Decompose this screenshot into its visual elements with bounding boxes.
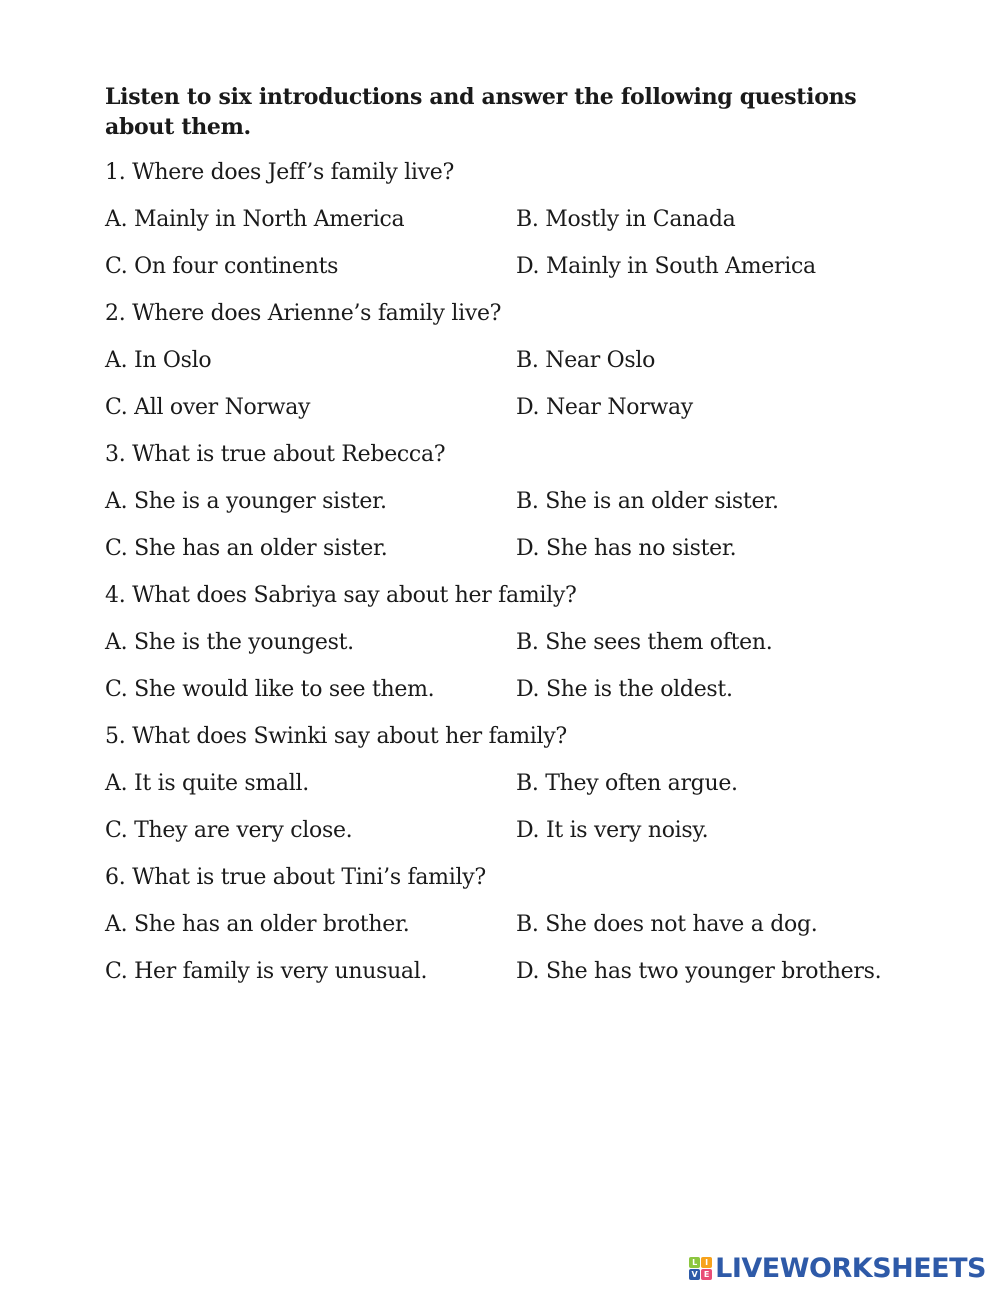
option-1d[interactable]: D. Mainly in South America — [516, 254, 816, 279]
question-6: 6. What is true about Tini’s family? — [105, 865, 486, 890]
option-4a[interactable]: A. She is the youngest. — [105, 630, 354, 655]
option-3d[interactable]: D. She has no sister. — [516, 536, 737, 561]
option-1c[interactable]: C. On four continents — [105, 254, 339, 279]
options-row — [105, 346, 925, 393]
option-1b[interactable]: B. Mostly in Canada — [516, 207, 736, 232]
options-row — [105, 957, 925, 1004]
question-block-2 — [105, 299, 925, 440]
options-row — [105, 816, 925, 863]
worksheet — [105, 82, 925, 1004]
logo-mark-letter: V — [689, 1269, 700, 1280]
option-4d[interactable]: D. She is the oldest. — [516, 677, 733, 702]
logo-mark-letter: L — [689, 1257, 700, 1268]
options-row — [105, 910, 925, 957]
question-block-5 — [105, 722, 925, 863]
option-4b[interactable]: B. She sees them often. — [516, 630, 773, 655]
question-block-1 — [105, 158, 925, 299]
option-5d[interactable]: D. It is very noisy. — [516, 818, 709, 843]
option-5b[interactable]: B. They often argue. — [516, 771, 738, 796]
options-row — [105, 205, 925, 252]
question-3: 3. What is true about Rebecca? — [105, 442, 446, 467]
option-3a[interactable]: A. She is a younger sister. — [105, 489, 387, 514]
option-2a[interactable]: A. In Oslo — [105, 348, 212, 373]
logo-mark-letter: I — [701, 1257, 712, 1268]
option-6a[interactable]: A. She has an older brother. — [105, 912, 410, 937]
liveworksheets-logo[interactable] — [689, 1252, 986, 1284]
options-row — [105, 628, 925, 675]
logo-mark-letter: E — [701, 1269, 712, 1280]
option-6c[interactable]: C. Her family is very unusual. — [105, 959, 428, 984]
liveworksheets-logo-icon — [689, 1257, 712, 1280]
option-5c[interactable]: C. They are very close. — [105, 818, 353, 843]
question-2: 2. Where does Arienne’s family live? — [105, 301, 502, 326]
option-2b[interactable]: B. Near Oslo — [516, 348, 656, 373]
option-2d[interactable]: D. Near Norway — [516, 395, 693, 420]
option-1a[interactable]: A. Mainly in North America — [105, 207, 405, 232]
question-1: 1. Where does Jeff’s family live? — [105, 160, 454, 185]
options-row — [105, 534, 925, 581]
option-4c[interactable]: C. She would like to see them. — [105, 677, 435, 702]
options-row — [105, 675, 925, 722]
question-block-4 — [105, 581, 925, 722]
option-5a[interactable]: A. It is quite small. — [105, 771, 309, 796]
question-block-3 — [105, 440, 925, 581]
option-3b[interactable]: B. She is an older sister. — [516, 489, 779, 514]
option-3c[interactable]: C. She has an older sister. — [105, 536, 388, 561]
logo-text: LIVEWORKSHEETS — [715, 1252, 986, 1284]
options-row — [105, 393, 925, 440]
question-5: 5. What does Swinki say about her family? — [105, 724, 567, 749]
question-block-6 — [105, 863, 925, 1004]
options-row — [105, 487, 925, 534]
options-row — [105, 769, 925, 816]
option-6d[interactable]: D. She has two younger brothers. — [516, 959, 882, 984]
instructions-heading: Listen to six introductions and answer the following questions about them. — [105, 84, 857, 140]
options-row — [105, 252, 925, 299]
option-6b[interactable]: B. She does not have a dog. — [516, 912, 818, 937]
option-2c[interactable]: C. All over Norway — [105, 395, 311, 420]
question-4: 4. What does Sabriya say about her family? — [105, 583, 577, 608]
